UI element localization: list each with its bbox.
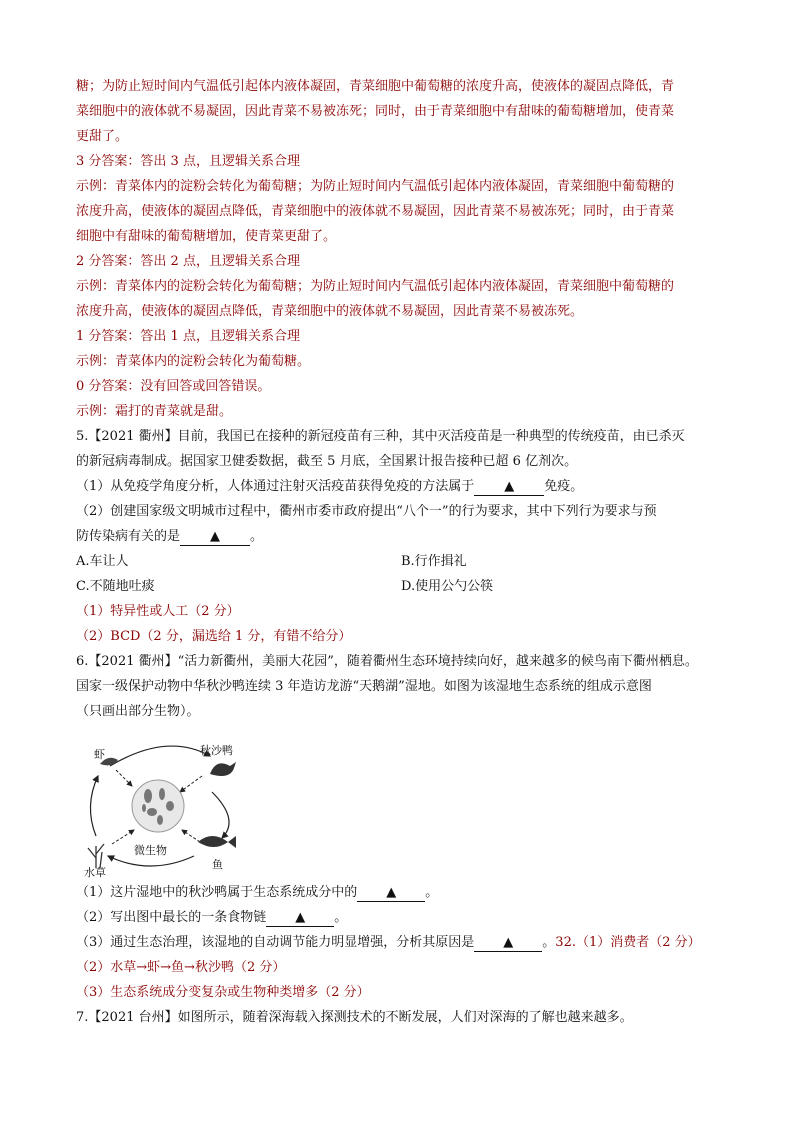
q6-sub1-text: （1）这片湿地中的秋沙鸭属于生态系统成分中的 (76, 885, 358, 900)
q5-sub2 (76, 524, 726, 549)
label-shrimp: 虾 (94, 748, 105, 761)
answer-block (76, 74, 726, 424)
document-page (76, 74, 726, 1030)
answer-blank[interactable]: ▲ (266, 910, 334, 927)
q5-sub2-tail: 。 (250, 529, 264, 544)
q6-stem-line: （只画出部分生物）。 (76, 704, 200, 719)
q6-sub2-text: （2）写出图中最长的一条食物链 (76, 910, 267, 925)
label-fish: 鱼 (212, 858, 223, 871)
q7-stem: 7.【2021 台州】如图所示，随着深海载入探测技术的不断发展，人们对深海的了解也越来越多。 (76, 1010, 633, 1025)
q5-stem-line: 的新冠病毒制成。据国家卫健委数据，截至 5 月底，全国累计报告接种已超 6 亿剂次。 (76, 454, 578, 469)
q5-answer-2: （2）BCD（2 分，漏选给 1 分，有错不给分） (76, 629, 352, 644)
score-level-0: 0 分答案：没有回答或回答错误。 (76, 379, 271, 394)
q6-answer-3: （3）生态系统成分变复杂或生物种类增多（2 分） (76, 985, 370, 1000)
label-microbe: 微生物 (134, 844, 167, 857)
answer-line: 更甜了。 (76, 129, 129, 144)
q5-sub1-tail: 免疫。 (544, 479, 584, 494)
question-7 (76, 1005, 726, 1030)
q6-stem-line: 6.【2021 衢州】“活力新衢州，美丽大花园”，随着衢州生态环境持续向好，越来越多的候鸟南下衢州栖息。 (76, 654, 698, 669)
option-c: C.不随地吐痰 (76, 579, 155, 594)
q5-stem-line: 5.【2021 衢州】目前，我国已在接种的新冠疫苗有三种，其中灭活疫苗是一种典型的传统疫苗，由已杀灭 (76, 429, 685, 444)
q6-sub3 (76, 930, 726, 955)
wetland-ecosystem-diagram (82, 734, 242, 879)
answer-line: 示例：青菜体内的淀粉会转化为葡萄糖；为防止短时间内气温低引起体内液体凝固，青菜细胞中葡萄糖的 (76, 279, 675, 294)
answer-blank[interactable]: ▲ (474, 479, 544, 496)
question-6 (76, 649, 726, 1005)
q5-sub2-text: 防传染病有关的是 (76, 529, 181, 544)
score-level-3: 3 分答案：答出 3 点，且逻辑关系合理 (76, 154, 300, 169)
q5-answer-1: （1）特异性或人工（2 分） (76, 604, 240, 619)
q5-sub1-text: （1）从免疫学角度分析，人体通过注射灭活疫苗获得免疫的方法属于 (76, 479, 475, 494)
answer-line: 示例：霜打的青菜就是甜。 (76, 404, 233, 419)
answer-blank[interactable]: ▲ (474, 935, 542, 952)
answer-line: 示例：青菜体内的淀粉会转化为葡萄糖；为防止短时间内气温低引起体内液体凝固，青菜细胞中葡萄糖的 (76, 179, 675, 194)
q6-answer-2: （2）水草→虾→鱼→秋沙鸭（2 分） (76, 960, 286, 975)
option-d: D.使用公勺公筷 (401, 579, 494, 594)
q6-sub1-tail: 。 (425, 885, 439, 900)
score-level-2: 2 分答案：答出 2 点，且逻辑关系合理 (76, 254, 300, 269)
answer-line: 浓度升高，使液体的凝固点降低，青菜细胞中的液体就不易凝固，因此青菜不易被冻死；同时，由于青菜 (76, 204, 675, 219)
q5-sub1 (76, 474, 726, 499)
option-a: A.车让人 (76, 554, 129, 569)
q6-sub1 (76, 880, 726, 905)
q6-sub3-text: （3）通过生态治理，该湿地的自动调节能力明显增强，分析其原因是 (76, 935, 475, 950)
answer-blank[interactable]: ▲ (180, 529, 250, 546)
q6-answer-1: 32.（1）消费者（2 分） (555, 935, 701, 950)
q6-stem-line: 国家一级保护动物中华秋沙鸭连续 3 年造访龙游“天鹅湖”湿地。如图为该湿地生态系统的组成示意图 (76, 679, 652, 694)
q5-sub2-line1: （2）创建国家级文明城市过程中，衢州市委市政府提出“八个一”的行为要求，其中下列行为要求与预 (76, 504, 657, 519)
answer-line: 糖；为防止短时间内气温低引起体内液体凝固，青菜细胞中葡萄糖的浓度升高，使液体的凝固点降低，青 (76, 79, 675, 94)
answer-line: 浓度升高，使液体的凝固点降低，青菜细胞中的液体就不易凝固，因此青菜不易被冻死。 (76, 304, 584, 319)
label-duck: 秋沙鸭 (200, 744, 233, 757)
score-level-1: 1 分答案：答出 1 点，且逻辑关系合理 (76, 329, 300, 344)
answer-line: 菜细胞中的液体就不易凝固，因此青菜不易被冻死；同时，由于青菜细胞中有甜味的葡萄糖增加，使青菜 (76, 104, 675, 119)
label-grass: 水草 (84, 866, 106, 879)
q5-options-row (76, 549, 726, 574)
q6-sub2 (76, 905, 726, 930)
q6-sub2-tail: 。 (334, 910, 348, 925)
q6-sub3-tail: 。 (542, 935, 556, 950)
answer-blank[interactable]: ▲ (357, 885, 425, 902)
answer-line: 示例：青菜体内的淀粉会转化为葡萄糖。 (76, 354, 311, 369)
answer-line: 细胞中有甜味的葡萄糖增加，使青菜更甜了。 (76, 229, 337, 244)
question-5 (76, 424, 726, 649)
q5-options-row (76, 574, 726, 599)
option-b: B.行作揖礼 (401, 554, 467, 569)
